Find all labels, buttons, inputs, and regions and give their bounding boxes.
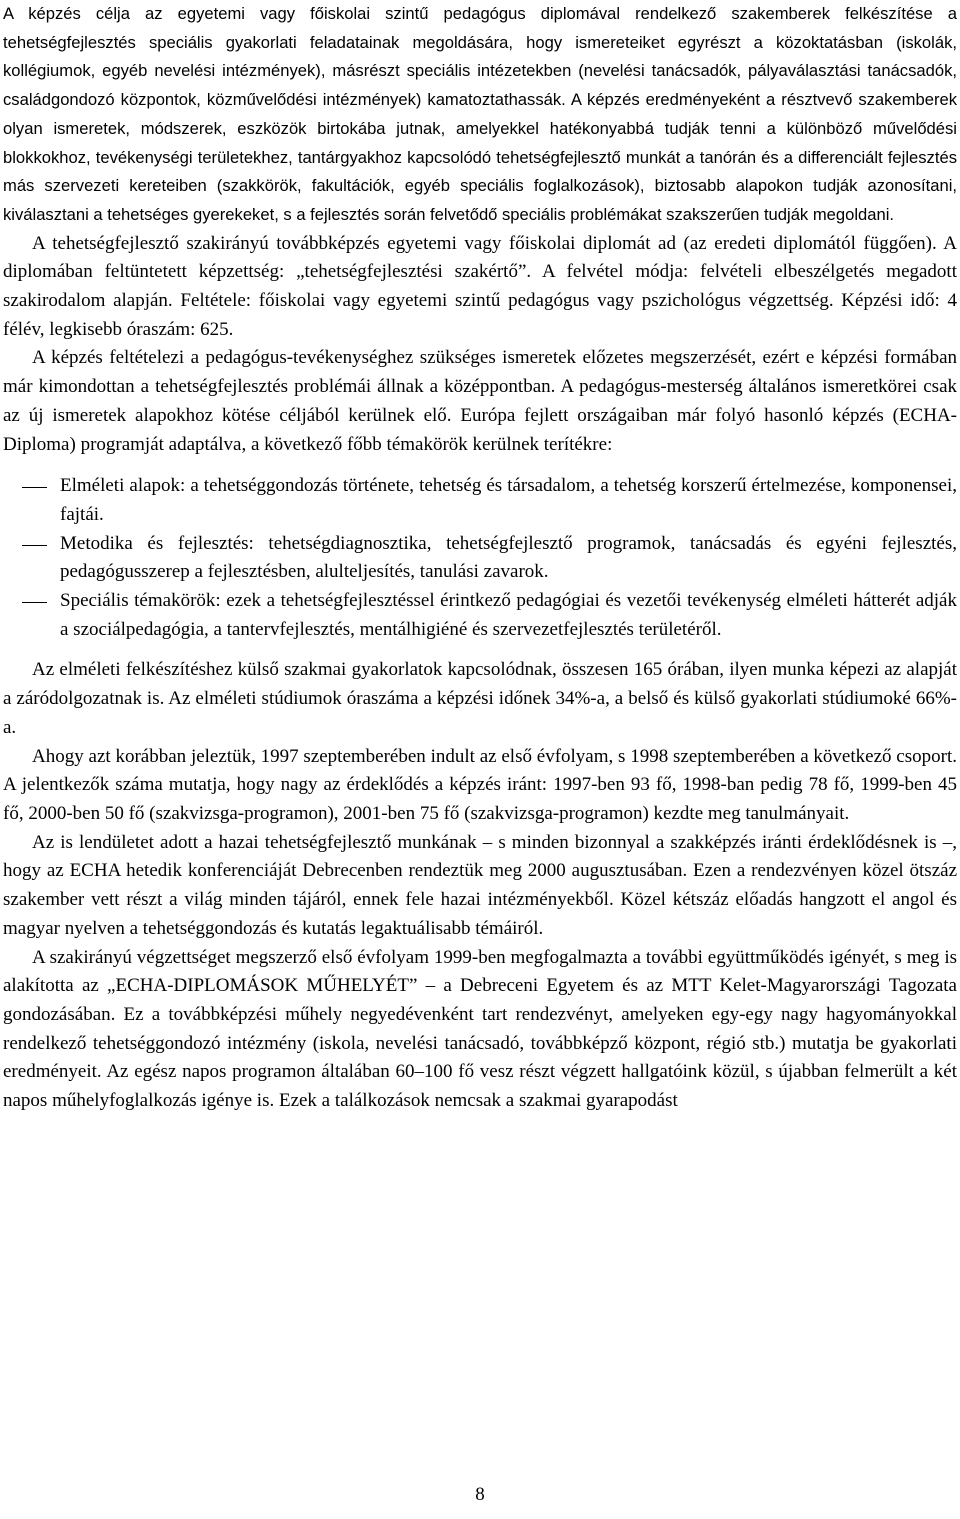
paragraph-workshop: A szakirányú végzettséget megszerző első évfolyam 1999-ben megfogalmazta a további együttműködés igényét, s meg is alakította az „ECHA-DIPLOMÁSOK MŰHELYÉT” – a Debreceni Egyetem és az MTT Kelet-Magyarországi Tagozata gondozásában. Ez a továbbképzési műhely negyedévenként tart rendezvényt, amelyeken egy-egy nagy hagyományokkal rendelkező tehetséggondozó intézmény (iskola, nevelési tanácsadó, továbbképző központ, régió stb.) mutatja be gyakorlati eredményeit. Az egész napos programon általában 60–100 fő vesz részt végzett hallgatóink közül, s újabban felmerült a két napos műhelyfoglalkozás igénye is. Ezek a találkozások nemcsak a szakmai gyarapodást [3,946,957,1112]
topic-list [3,472,957,644]
paragraph-practice: Az elméleti felkészítéshez külső szakmai gyakorlatok kapcsolódnak, összesen 165 órában, ilyen munka képezi az alapját a záródolgozatnak is. Az elméleti stúdiumok óraszáma a képzési időnek 34%-a, a belső és külső gyakorlati stúdiumoké 66%-a. [3,659,957,738]
page-number: 8 [475,1484,485,1505]
list-item [60,587,957,644]
list-item-text: Elméleti alapok: a tehetséggondozás története, tehetség és társadalom, a tehetség korszerű értelmezése, komponensei, fajtái. [60,475,957,525]
list-item-text: Speciális témakörök: ezek a tehetségfejlesztéssel érintkező pedagógiai és vezetői tevékenység elméleti hátterét adják a szociálpedagógia, a tantervfejlesztés, mentálhigiéné és szervezetfejlesztés területéről. [60,590,957,640]
paragraph-enrollment: Ahogy azt korábban jeleztük, 1997 szeptemberében indult az első évfolyam, s 1998 szeptemberében a következő csoport. A jelentkezők száma mutatja, hogy nagy az érdeklődés a képzés iránt: 1997-ben 93 fő, 1998-ban pedig 78 fő, 1999-ben 45 fő, 2000-ben 50 fő (szakvizsga-programon), 2001-ben 75 fő (szakvizsga-programon) kezdte meg tanulmányait. [3,745,957,824]
list-item [60,472,957,529]
list-item-text: Metodika és fejlesztés: tehetségdiagnosztika, tehetségfejlesztő programok, tanácsadás és egyéni fejlesztés, pedagógusszerep a fejlesztésben, alulteljesítés, tanulási zavarok. [60,532,957,583]
paragraph-degree: A tehetségfejlesztő szakirányú továbbképzés egyetemi vagy főiskolai diplomát ad (az eredeti diplomától függően). A diplomában feltüntetett képzettség: „tehetségfejlesztési szakértő”. A felvétel módja: felvételi elbeszélgetés megadott szakirodalom alapján. Feltétele: főiskolai vagy egyetemi szintű pedagógus vagy pszichológus végzettség. Képzési idő: 4 félév, legkisebb óraszám: 625. [3,232,957,340]
paragraph-conference: Az is lendületet adott a hazai tehetségfejlesztő munkának – s minden bizonnyal a szakképzés iránti érdeklődésnek is –, hogy az ECHA hetedik konferenciáját Debrecenben rendeztük meg 2000 augusztusában. Ezen a rendezvényen közel ötszáz szakember vett részt a világ minden tájáról, ennek fele hazai intézményekből. Közel kétszáz előadás hangzott el angol és magyar nyelven a tehetséggondozás és kutatás legaktuálisabb témáiról. [3,831,957,939]
list-item [60,530,957,587]
intro-paragraph: A képzés célja az egyetemi vagy főiskolai szintű pedagógus diplomával rendelkező szakemberek felkészítése a tehetségfejlesztés speciális gyakorlati feladatainak megoldására, hogy ismereteiket egyrészt a közoktatásban (iskolák, kollégiumok, egyéb nevelési intézmények), másrészt speciális intézetekben (nevelési tanácsadók, pályaválasztási tanácsadók, családgondozó központok, közművelődési intézmények) kamatoztathassák. A képzés eredményeként a résztvevő szakemberek olyan ismeretek, módszerek, eszközök birtokába jutnak, amelyekkel hatékonyabbá tudják tenni a különböző művelődési blokkokhoz, tevékenységi területekhez, tantárgyakhoz kapcsolódó tehetségfejlesztő munkát a tanórán és a differenciált fejlesztés más szervezeti kereteiben (szakkörök, fakultációk, egyéb speciális foglalkozások), biztosabb alapokon tudják azonosítani, kiválasztani a tehetséges gyerekeket, s a fejlesztés során felvetődő speciális problémákat szakszerűen tudják megoldani. [3,4,957,224]
paragraph-prerequisites: A képzés feltételezi a pedagógus-tevékenységhez szükséges ismeretek előzetes megszerzését, ezért e képzési formában már kimondottan a tehetségfejlesztés problémái állnak a középpontban. A pedagógus-mesterség általános ismeretkörei csak az új ismeretek alapokhoz kötése céljából kerülnek elő. Európa fejlett országaiban már folyó hasonló képzés (ECHA-Diploma) programját adaptálva, a következő főbb témakörök kerülnek terítékre: [3,347,957,455]
